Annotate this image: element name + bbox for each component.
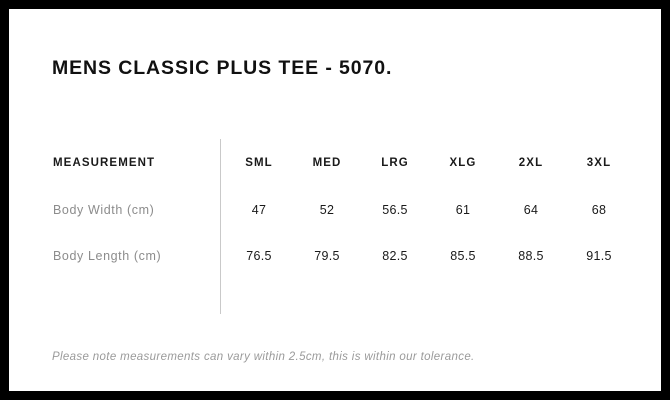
column-header-measurement: MEASUREMENT — [53, 157, 156, 169]
cell-body-length-med: 79.5 — [314, 249, 340, 263]
cell-body-length-2xl: 88.5 — [518, 249, 544, 263]
table-header-row — [52, 139, 633, 187]
row-label-body-length: Body Length (cm) — [53, 249, 162, 263]
size-table-wrapper — [52, 139, 632, 279]
cell-body-length-xlg: 85.5 — [450, 249, 476, 263]
column-header-xlg: XLG — [449, 157, 477, 169]
column-header-3xl: 3XL — [586, 157, 612, 169]
table-row — [52, 187, 633, 233]
cell-body-width-sml: 47 — [251, 203, 267, 217]
column-header-sml: SML — [245, 157, 273, 169]
size-table — [52, 139, 633, 279]
table-header — [52, 139, 633, 187]
column-header-med: MED — [312, 157, 342, 169]
tolerance-note: Please note measurements can vary within 2.5cm, this is within our tolerance. — [52, 351, 475, 363]
cell-body-width-2xl: 64 — [523, 203, 539, 217]
row-label-body-width: Body Width (cm) — [53, 203, 155, 217]
table-body — [52, 187, 633, 279]
cell-body-length-3xl: 91.5 — [586, 249, 612, 263]
size-chart-page — [9, 9, 661, 391]
column-header-lrg: LRG — [381, 157, 409, 169]
cell-body-width-med: 52 — [319, 203, 335, 217]
table-row — [52, 233, 633, 279]
cell-body-width-xlg: 61 — [455, 203, 471, 217]
cell-body-length-sml: 76.5 — [246, 249, 272, 263]
cell-body-length-lrg: 82.5 — [382, 249, 408, 263]
cell-body-width-lrg: 56.5 — [382, 203, 408, 217]
page-title: MENS CLASSIC PLUS TEE - 5070. — [52, 57, 393, 79]
column-header-2xl: 2XL — [518, 157, 544, 169]
cell-body-width-3xl: 68 — [591, 203, 607, 217]
